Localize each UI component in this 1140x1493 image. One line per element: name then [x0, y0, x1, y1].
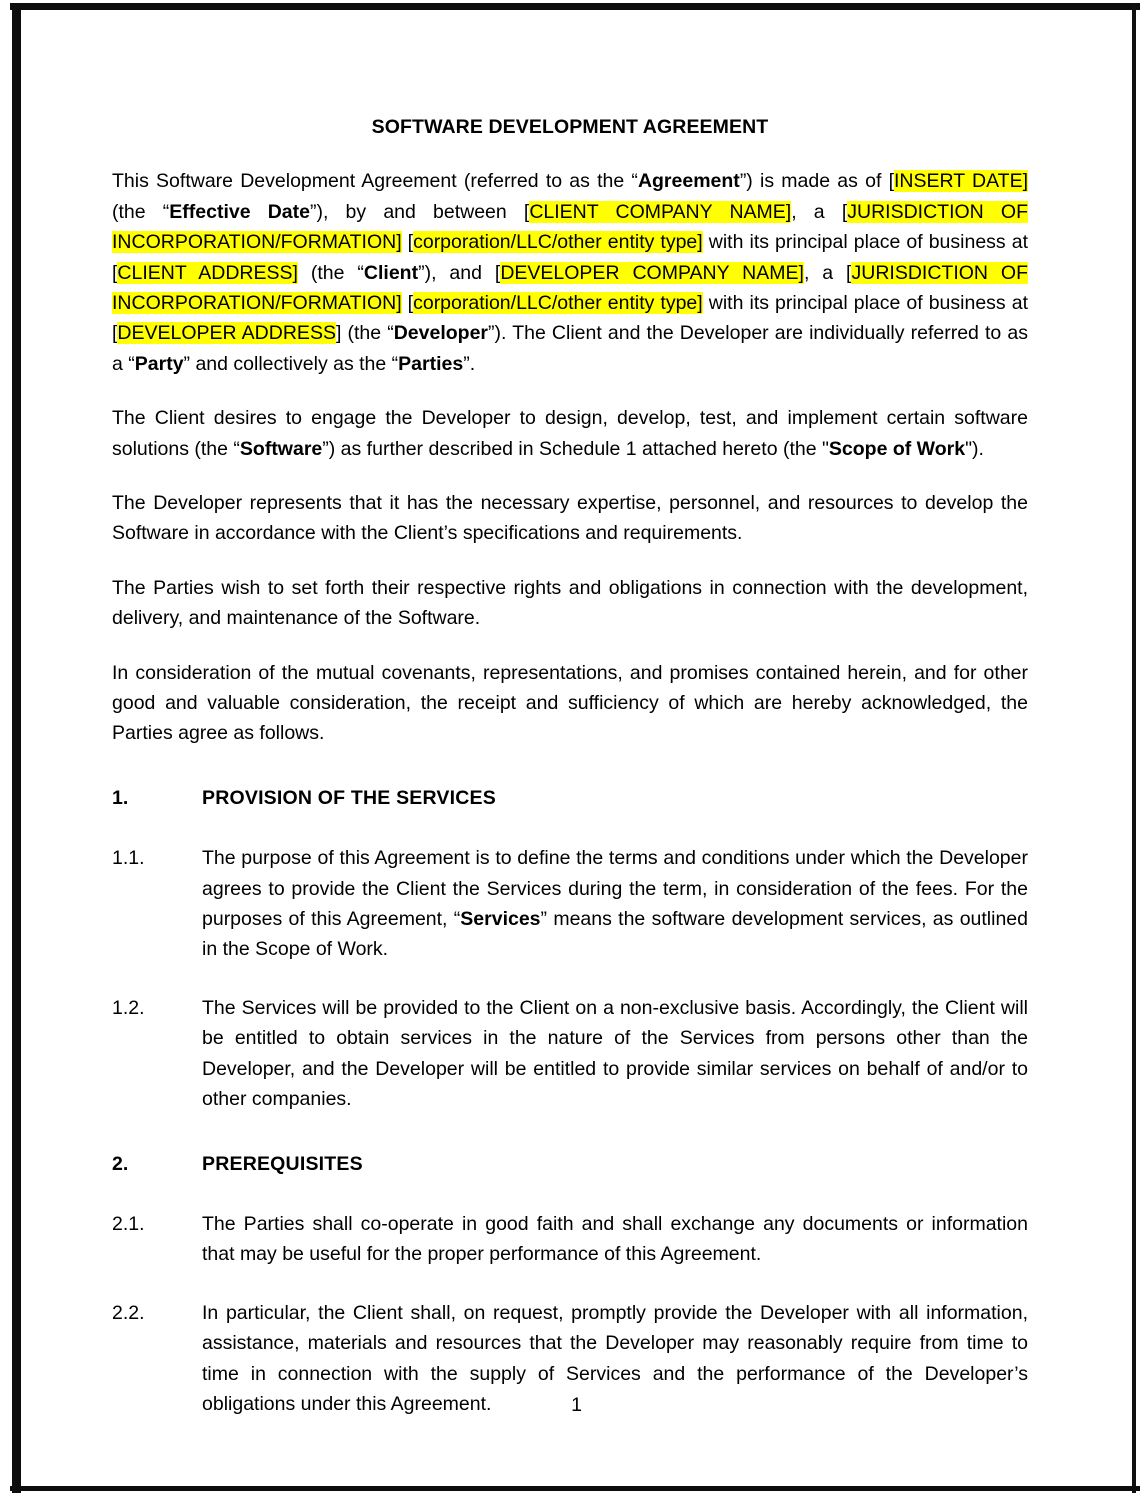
- text-run: ").: [965, 437, 984, 460]
- defined-term-effective-date: Effective Date: [169, 200, 310, 223]
- page-title: SOFTWARE DEVELOPMENT AGREEMENT: [371, 116, 769, 138]
- section-number: 2.: [112, 1152, 129, 1175]
- text-run: ”.: [463, 352, 476, 375]
- defined-term-parties: Parties: [398, 352, 464, 375]
- document-body: [112, 115, 1028, 1419]
- clause-number: 1.1.: [112, 847, 145, 870]
- page-border-right: [1132, 3, 1136, 1493]
- section-title: PREREQUISITES: [202, 1152, 363, 1175]
- clause-1-2: [112, 993, 1028, 1115]
- clause-2-1: [112, 1209, 1028, 1270]
- clause-text: The Parties shall co-operate in good faith and shall exchange any documents or information that may be useful for the proper performance of this Agreement.: [202, 1212, 1028, 1266]
- preamble-paragraph-parties: [112, 166, 1028, 379]
- clause-text: The Services will be provided to the Client on a non-exclusive basis. Accordingly, the Client will be entitled to obtain services in the nature of the Services from persons other than the Developer, and the Developer will be entitled to provide similar services on behalf of and/or to other companies.: [202, 996, 1028, 1111]
- preamble-paragraph-expertise: The Developer represents that it has the necessary expertise, personnel, and resources to develop the Software in accordance with the Client’s specifications and requirements.: [112, 492, 1028, 545]
- placeholder-client-entity-type: corporation/LLC/other entity type]: [413, 231, 703, 254]
- text-run: ”) is made as of [: [739, 170, 894, 193]
- text-run: ”), by and between [: [309, 200, 530, 223]
- text-run: ] (the “: [335, 322, 394, 345]
- clause-number: 2.1.: [112, 1212, 145, 1235]
- placeholder-developer-entity-type: corporation/LLC/other entity type]: [413, 291, 703, 314]
- clause-text: [202, 843, 1028, 965]
- placeholder-developer-company-name: DEVELOPER COMPANY NAME]: [500, 261, 804, 284]
- clause-number: 1.2.: [112, 996, 145, 1019]
- placeholder-insert-date: INSERT DATE]: [894, 170, 1028, 193]
- defined-term-services: Services: [460, 908, 541, 931]
- section-title: PROVISION OF THE SERVICES: [202, 786, 496, 809]
- text-run: , a [: [803, 261, 852, 284]
- preamble-paragraph-software: [112, 403, 1028, 464]
- defined-term-client: Client: [363, 261, 419, 284]
- placeholder-client-address: CLIENT ADDRESS]: [117, 261, 298, 284]
- section-heading-2: [112, 1149, 1028, 1179]
- text-run: [: [401, 291, 414, 314]
- preamble-paragraph-rights: The Parties wish to set forth their respective rights and obligations in connection with the development, delivery, and maintenance of the Software.: [112, 576, 1028, 630]
- text-run: ”). The Client and the Developer are individually referred to as a “: [112, 322, 1028, 375]
- text-run: This Software Development Agreement (referred to as the “: [112, 170, 638, 193]
- defined-term-agreement: Agreement: [637, 170, 740, 193]
- section-heading-1: [112, 783, 1028, 813]
- text-run: ”), and [: [418, 261, 501, 284]
- placeholder-client-company-name: CLIENT COMPANY NAME]: [529, 200, 792, 223]
- defined-term-software: Software: [239, 437, 323, 460]
- defined-term-scope-of-work: Scope of Work: [828, 437, 966, 460]
- preamble-paragraph-consideration: In consideration of the mutual covenants, representations, and promises contained herein, and for other good and valuable consideration, the receipt and sufficiency of which are hereby acknowledged, the Parties agree as follows.: [112, 661, 1028, 745]
- text-run: ” and collectively as the “: [183, 352, 399, 375]
- clause-number: 2.2.: [112, 1301, 145, 1324]
- placeholder-client-jurisdiction: JURISDICTION OF INCORPORATION/FORMATION]: [112, 200, 1028, 254]
- page-sheet: [21, 10, 1132, 1486]
- defined-term-party: Party: [134, 352, 184, 375]
- defined-term-developer: Developer: [393, 322, 489, 345]
- page-border-left: [12, 3, 21, 1493]
- text-run: (the “: [112, 200, 170, 223]
- text-run: ” means the software development services, as outlined in the Scope of Work.: [202, 908, 1029, 961]
- section-number: 1.: [112, 786, 129, 809]
- text-run: The purpose of this Agreement is to define the terms and conditions under which the Developer agrees to provide the Client the Services during the term, in consideration of the fees. For the purposes of this Agreement, “: [202, 847, 1028, 931]
- placeholder-developer-jurisdiction: JURISDICTION OF INCORPORATION/FORMATION]: [112, 261, 1028, 314]
- page-border-bottom: [10, 1486, 1140, 1491]
- text-run: The Client desires to engage the Developer to design, develop, test, and implement certain software solutions (the “: [112, 407, 1028, 460]
- text-run: with its principal place of business at [: [112, 291, 1028, 345]
- text-run: ”) as further described in Schedule 1 attached hereto (the ": [322, 437, 829, 460]
- text-run: (the “: [297, 261, 364, 284]
- page-border-top: [10, 3, 1140, 10]
- text-run: with its principal place of business at [: [112, 231, 1028, 284]
- clause-1-1: [112, 843, 1028, 965]
- placeholder-developer-address: DEVELOPER ADDRESS: [117, 322, 336, 345]
- text-run: [: [401, 231, 414, 254]
- page-number: 1: [571, 1394, 582, 1416]
- text-run: , a [: [791, 200, 848, 223]
- clause-text: In particular, the Client shall, on request, promptly provide the Developer with all information, assistance, materials and resources that the Developer may reasonably require from time to time in connection with the supply of Services and the performance of the Developer’s obligations under this Agreement.: [202, 1301, 1028, 1415]
